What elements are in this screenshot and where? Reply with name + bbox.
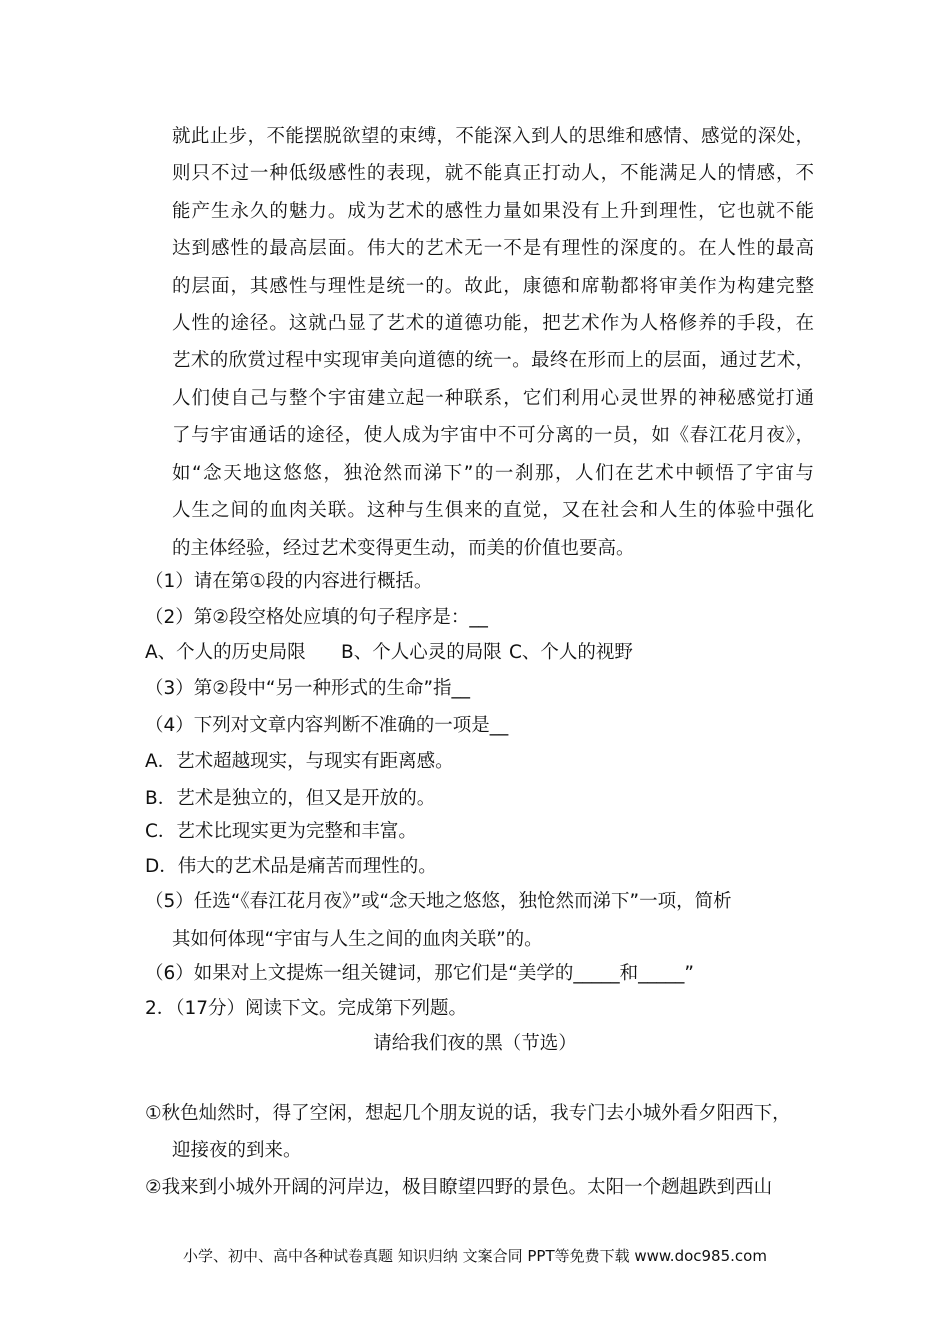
question-5: （5）任选“《春江花月夜》”或“念天地之悠悠，独怆然而涕下”一项，简析 — [145, 891, 732, 912]
passage-line: 达到感性的最高层面。伟大的艺术无一不是有理性的深度的。在人性的最高 — [172, 238, 814, 259]
passage-line: 能产生永久的魅力。成为艺术的感性力量如果没有上升到理性，它也就不能 — [172, 201, 814, 222]
question-5-cont: 其如何体现“宇宙与人生之间的血肉关联”的。 — [172, 929, 543, 950]
option-c: C．艺术比现实更为完整和丰富。 — [145, 821, 417, 842]
passage-line: 人性的途径。这就凸显了艺术的道德功能，把艺术作为人格修养的手段，在 — [172, 313, 814, 334]
option-b: B．艺术是独立的，但又是开放的。 — [145, 788, 436, 809]
paragraph-1-cont: 迎接夜的到来。 — [172, 1140, 302, 1161]
paragraph-1: ①秋色灿然时，得了空闲，想起几个朋友说的话，我专门去小城外看夕阳西下， — [145, 1103, 791, 1124]
question-4: （4）下列对文章内容判断不准确的一项是__ — [145, 715, 509, 736]
passage-line: 人们使自己与整个宇宙建立起一种联系，它们利用心灵世界的神秘感觉打通 — [172, 388, 814, 409]
page-footer: 小学、初中、高中各种试卷真题 知识归纳 文案合同 PPT等免费下载 www.doc985.com — [183, 1247, 767, 1265]
passage-line: 人生之间的血肉关联。这种与生俱来的直觉，又在社会和人生的体验中强化 — [172, 500, 814, 521]
option-a: A、个人的历史局限 — [145, 642, 306, 663]
question-1: （1）请在第①段的内容进行概括。 — [145, 571, 433, 592]
option-a: A．艺术超越现实，与现实有距离感。 — [145, 751, 454, 772]
paragraph-2: ②我来到小城外开阔的河岸边，极目瞭望四野的景色。太阳一个趔趄跌到西山 — [145, 1177, 773, 1198]
passage-line: 了与宇宙通话的途径，使人成为宇宙中不可分离的一员，如《春江花月夜》， — [172, 425, 814, 446]
article-title: 请给我们夜的黑（节选） — [373, 1033, 577, 1054]
passage-line: 如“念天地这悠悠，独沧然而涕下”的一刹那，人们在艺术中顿悟了宇宙与 — [172, 463, 814, 484]
passage-line: 就此止步，不能摆脱欲望的束缚，不能深入到人的思维和感情、感觉的深处， — [172, 126, 814, 147]
option-d: D．伟大的艺术品是痛苦而理性的。 — [145, 856, 437, 877]
question-3: （3）第②段中“另一种形式的生命”指__ — [145, 678, 471, 699]
passage-line: 艺术的欣赏过程中实现审美向道德的统一。最终在形而上的层面，通过艺术， — [172, 350, 814, 371]
question-6: （6）如果对上文提炼一组关键词，那它们是“美学的_____和_____” — [145, 963, 694, 984]
passage-line: 的层面，其感性与理性是统一的。故此，康德和席勒都将审美作为构建完整 — [172, 276, 814, 297]
question-2: （2）第②段空格处应填的句子程序是：__ — [145, 607, 488, 628]
question-2-options — [145, 641, 633, 665]
section-heading: 2．（17分）阅读下文。完成第下列题。 — [145, 998, 468, 1019]
option-c: C、个人的视野 — [509, 642, 633, 663]
passage-line: 则只不过一种低级感性的表现，就不能真正打动人，不能满足人的情感，不 — [172, 163, 814, 184]
option-b: B、个人心灵的局限 — [341, 642, 502, 663]
passage-line: 的主体经验，经过艺术变得更生动，而美的价值也要高。 — [172, 538, 635, 559]
